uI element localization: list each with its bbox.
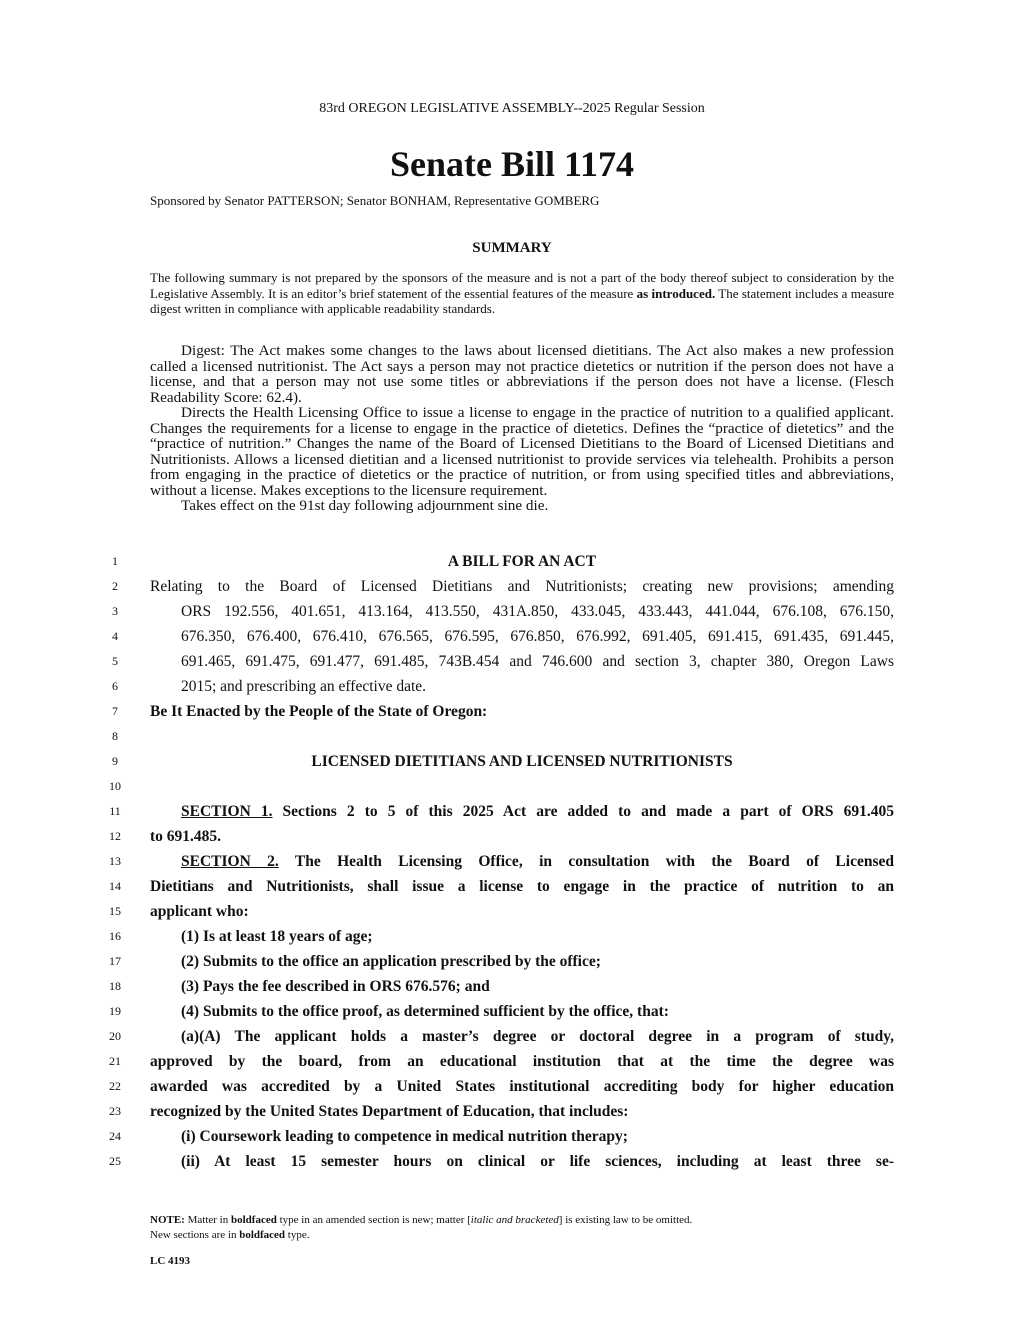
note-bold: boldfaced (239, 1229, 286, 1241)
summary-intro-bold: as introduced. (636, 285, 716, 301)
line-number: 5 (112, 654, 118, 668)
relating-line: 2015; and prescribing an effective date. (181, 678, 427, 695)
relating-line: 676.350, 676.400, 676.410, 676.565, 676.595, 676.850, 676.992, 691.405, 691.415, 691.435, 691.445, (181, 628, 894, 645)
section-1-text: Sections 2 to 5 of this 2025 Act are added to and made a part of ORS 691.405 (272, 803, 894, 820)
line-number: 9 (112, 754, 118, 768)
line-number: 7 (112, 704, 118, 718)
requirement-item: (3) Pays the fee described in ORS 676.576; and (181, 978, 490, 995)
line-number: 12 (109, 829, 121, 843)
a-bill-for-an-act: A BILL FOR AN ACT (447, 553, 597, 570)
line-number: 16 (109, 929, 121, 943)
note-text: ] is existing law to be omitted. (558, 1214, 693, 1226)
note-italic: italic and bracketed (470, 1214, 559, 1226)
enacting-clause: Be It Enacted by the People of the State of Oregon: (150, 703, 488, 720)
section-2-line: Dietitians and Nutritionists, shall issue a license to engage in the practice of nutrition to an (150, 878, 894, 895)
line-number: 22 (109, 1079, 121, 1093)
section-2-text: The Health Licensing Office, in consultation with the Board of Licensed (278, 853, 894, 870)
summary-intro-part2: The statement includes a measure digest written in compliance with applicable readability standards. (150, 285, 895, 316)
line-number: 17 (109, 954, 121, 968)
note-bold: boldfaced (230, 1214, 277, 1226)
section-1-label: SECTION 1. (181, 803, 273, 820)
line-number: 25 (109, 1154, 121, 1168)
line-number: 4 (112, 629, 118, 643)
requirement-line: (i) Coursework leading to competence in medical nutrition therapy; (181, 1128, 628, 1145)
section-2-line: applicant who: (150, 903, 249, 920)
line-number: 23 (109, 1104, 121, 1118)
note-text: Matter in (184, 1214, 231, 1226)
line-number: 2 (112, 579, 118, 593)
line-number: 15 (109, 904, 121, 918)
line-number: 13 (109, 854, 121, 868)
line-number: 10 (109, 779, 121, 793)
digest-paragraph: Digest: The Act makes some changes to the laws about licensed dietitians. The Act also makes a new profession called a licensed nutritionist. The Act says a person may not practice dietetics or nutrition if the person does not have a license, and that a person may not use some titles or abbreviations if the person does not have a license. (Flesch Readability Score: 62.4). (150, 342, 894, 406)
sponsors-line: Sponsored by Senator PATTERSON; Senator BONHAM, Representative GOMBERG (150, 193, 600, 208)
relating-line: 691.465, 691.475, 691.477, 691.485, 743B.454 and 746.600 and section 3, chapter 380, Oregon Laws (181, 653, 894, 670)
requirement-line: (ii) At least 15 semester hours on clinical or life sciences, including at least three se- (181, 1153, 894, 1170)
note-text: type in an amended section is new; matter [ (276, 1214, 471, 1226)
line-number: 8 (112, 729, 118, 743)
relating-line: Relating to the Board of Licensed Dietitians and Nutritionists; creating new provisions; amending (150, 578, 894, 595)
requirement-line: approved by the board, from an educational institution that at the time the degree was (150, 1053, 894, 1070)
session-header: 83rd OREGON LEGISLATIVE ASSEMBLY--2025 Regular Session (319, 101, 705, 116)
section-1-line (181, 799, 894, 824)
requirement-item: (2) Submits to the office an application prescribed by the office; (181, 953, 601, 970)
effective-date-paragraph: Takes effect on the 91st day following adjournment sine die. (181, 497, 549, 514)
lc-number: LC 4193 (150, 1255, 191, 1267)
line-number: 18 (109, 979, 121, 993)
relating-line: ORS 192.556, 401.651, 413.164, 413.550, 431A.850, 433.045, 433.443, 441.044, 676.108, 676.150, (181, 603, 894, 620)
requirement-item: (4) Submits to the office proof, as determined sufficient by the office, that: (181, 1003, 669, 1020)
summary-title: SUMMARY (472, 240, 552, 256)
requirement-item: (1) Is at least 18 years of age; (181, 928, 373, 945)
line-number: 24 (109, 1129, 121, 1143)
section-1-line: to 691.485. (150, 828, 222, 845)
line-number: 20 (109, 1029, 121, 1043)
line-number: 19 (109, 1004, 121, 1018)
note-label: NOTE: (150, 1214, 185, 1226)
line-number: 21 (109, 1054, 121, 1068)
summary-intro-part1: The following summary is not prepared by the sponsors of the measure and is not a part of the body thereof subject to consideration by the Legislative Assembly. It is an editor’s brief statement of the essential features of the measure (150, 270, 894, 301)
section-2-label: SECTION 2. (181, 853, 279, 870)
requirement-line: awarded was accredited by a United States institutional accrediting body for higher education (150, 1078, 894, 1095)
footer-note-line-2 (150, 1228, 692, 1243)
directs-paragraph: Directs the Health Licensing Office to issue a license to engage in the practice of nutrition to a qualified applicant. Changes the requirements for a license to engage in the practice of dietetics. Defines the “practice of dietetics” and the “practice of nutrition.” Changes the name of the Board of Licensed Dietitians to the Board of Licensed Dietitians and Nutritionists. Allows a licensed dietitian and a licensed nutritionist to provide services via telehealth. Prohibits a person from engaging in the practice of dietetics or the practice of nutrition, or from using specified titles and abbreviations, without a license. Makes exceptions to the licensure requirement. (150, 404, 894, 499)
requirement-line: recognized by the United States Department of Education, that includes: (150, 1103, 629, 1120)
bill-title: Senate Bill 1174 (389, 144, 635, 184)
line-number: 1 (112, 554, 118, 568)
footer-note (150, 1213, 692, 1243)
summary-intro (150, 270, 894, 317)
requirement-line: (a)(A) The applicant holds a master’s degree or doctoral degree in a program of study, (181, 1028, 894, 1045)
line-number: 14 (109, 879, 121, 893)
line-number: 11 (109, 804, 121, 818)
section-2-line (181, 849, 894, 874)
summary-digest (150, 343, 894, 514)
note-text: type. (285, 1229, 310, 1241)
section-heading: LICENSED DIETITIANS AND LICENSED NUTRITIONISTS (311, 753, 733, 770)
note-text: New sections are in (150, 1229, 240, 1241)
line-number: 6 (112, 679, 118, 693)
footer-note-line-1 (150, 1213, 692, 1228)
line-number: 3 (112, 604, 118, 618)
